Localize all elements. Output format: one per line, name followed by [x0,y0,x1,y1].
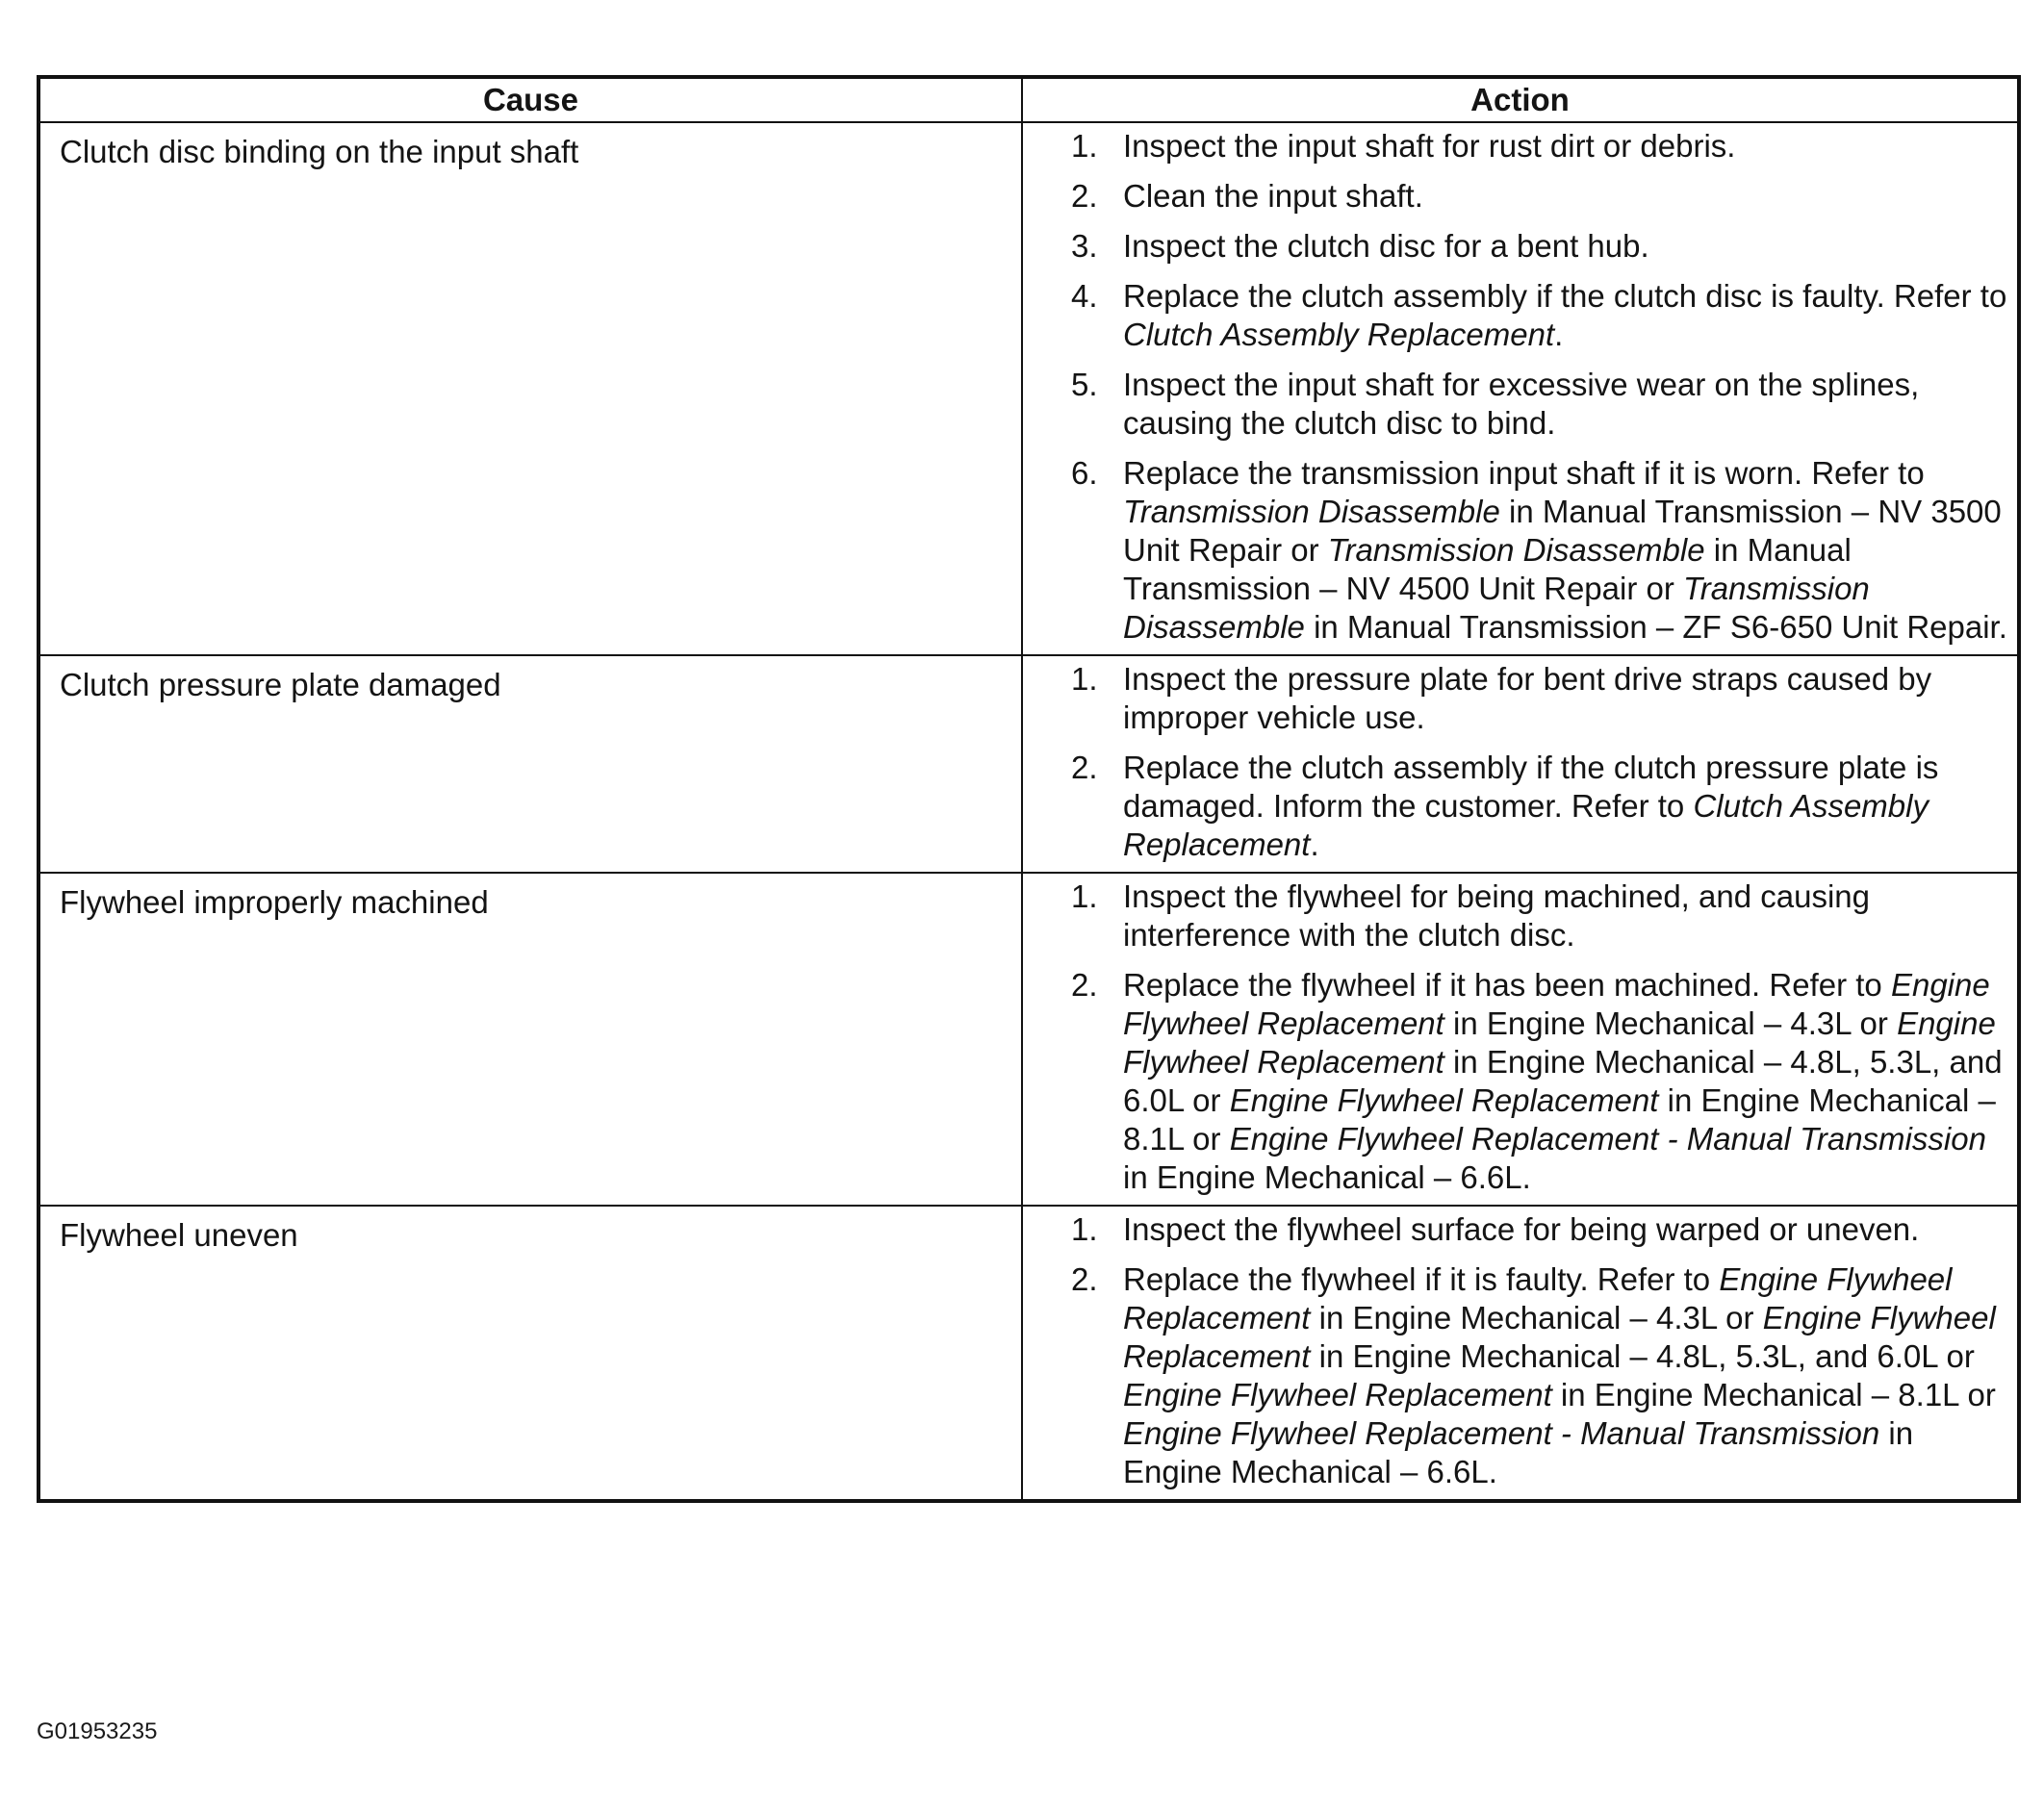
action-step [1023,366,2017,443]
action-step [1023,878,2017,954]
procedure-reference: Engine Flywheel Replacement [1123,1300,1996,1374]
figure-id: G01953235 [37,1718,158,1744]
step-text: . [1310,827,1319,862]
step-text: . [1554,317,1564,352]
action-step [1023,1210,2017,1249]
step-text: Replace the clutch assembly if the clutch pressure plate is damaged. Inform the customer. Refer to [1123,750,1939,824]
step-number: 1. [1071,1211,1098,1247]
step-number: 1. [1071,128,1098,164]
step-text: in Engine Mechanical – 4.8L, 5.3L, and 6.0L or [1310,1338,1975,1374]
step-text: in Engine Mechanical – 8.1L or [1551,1377,1996,1412]
step-text: in Manual Transmission – NV 4500 Unit Repair or [1123,532,1852,606]
table-row [38,122,2019,655]
procedure-reference: Engine Flywheel Replacement [1123,1261,1953,1335]
action-step [1023,277,2017,354]
action-step [1023,966,2017,1197]
procedure-reference: Transmission Disassemble [1123,494,1500,529]
procedure-reference: Engine Flywheel Replacement [1229,1082,1659,1118]
action-header: Action [1022,77,2019,122]
header-row [38,77,2019,122]
action-step [1023,227,2017,266]
procedure-reference: Transmission Disassemble [1327,532,1705,568]
action-cell [1022,655,2019,873]
step-number: 2. [1071,1261,1098,1297]
action-steps-list [1023,878,2017,1197]
step-text: in Engine Mechanical – 4.8L, 5.3L, and 6.0L or [1123,1044,2003,1118]
action-step [1023,177,2017,216]
cause-header: Cause [38,77,1022,122]
step-text: Replace the flywheel if it is faulty. Refer to [1123,1261,1720,1297]
step-text: Replace the flywheel if it has been machined. Refer to [1123,967,1891,1003]
step-text: Inspect the input shaft for excessive wear on the splines, causing the clutch disc to bind. [1123,367,1920,441]
step-number: 4. [1071,278,1098,314]
step-text: in Engine Mechanical – 4.3L or [1444,1005,1898,1041]
step-text: in Manual Transmission – NV 3500 Unit Repair or [1123,494,2002,568]
table-row [38,873,2019,1206]
step-text: Replace the clutch assembly if the clutch disc is faulty. Refer to [1123,278,2007,314]
procedure-reference: Engine Flywheel Replacement [1123,967,1990,1041]
step-text: Inspect the clutch disc for a bent hub. [1123,228,1649,264]
action-steps-list [1023,660,2017,864]
action-step [1023,660,2017,737]
step-text: Replace the transmission input shaft if it is worn. Refer to [1123,455,1925,491]
procedure-reference: Engine Flywheel Replacement - Manual Transmission [1123,1415,1880,1451]
step-text: Inspect the flywheel surface for being warped or uneven. [1123,1211,1920,1247]
action-step [1023,127,2017,165]
step-text: in Engine Mechanical – 6.6L. [1123,1159,1531,1195]
step-text: in Engine Mechanical – 4.3L or [1310,1300,1763,1335]
step-number: 1. [1071,878,1098,914]
action-cell [1022,873,2019,1206]
action-steps-list [1023,1210,2017,1491]
diagnostic-table [37,75,2021,1503]
table-row [38,1206,2019,1501]
cause-cell: Clutch disc binding on the input shaft [38,122,1022,655]
step-text: Inspect the flywheel for being machined, and causing interference with the clutch disc. [1123,878,1870,953]
step-text: in Engine Mechanical – 8.1L or [1123,1082,1996,1157]
action-step [1023,749,2017,864]
step-text: in Engine Mechanical – 6.6L. [1123,1415,1914,1489]
procedure-reference: Transmission Disassemble [1123,571,1870,645]
procedure-reference: Engine Flywheel Replacement - Manual Transmission [1229,1121,1986,1157]
action-cell [1022,122,2019,655]
step-number: 5. [1071,367,1098,402]
procedure-reference: Engine Flywheel Replacement [1123,1377,1552,1412]
step-text: in Manual Transmission – ZF S6-650 Unit Repair. [1304,609,2007,645]
action-step [1023,1260,2017,1491]
procedure-reference: Clutch Assembly Replacement [1123,317,1555,352]
step-text: Inspect the input shaft for rust dirt or debris. [1123,128,1736,164]
procedure-reference: Engine Flywheel Replacement [1123,1005,1996,1080]
cause-cell: Clutch pressure plate damaged [38,655,1022,873]
procedure-reference: Clutch Assembly Replacement [1123,788,1929,862]
step-text: Clean the input shaft. [1123,178,1423,214]
step-number: 1. [1071,661,1098,697]
action-steps-list [1023,127,2017,647]
step-text: Inspect the pressure plate for bent drive straps caused by improper vehicle use. [1123,661,1932,735]
cause-cell: Flywheel uneven [38,1206,1022,1501]
step-number: 2. [1071,178,1098,214]
action-step [1023,454,2017,647]
cause-cell: Flywheel improperly machined [38,873,1022,1206]
step-number: 2. [1071,750,1098,785]
action-cell [1022,1206,2019,1501]
step-number: 3. [1071,228,1098,264]
step-number: 6. [1071,455,1098,491]
step-number: 2. [1071,967,1098,1003]
table-row [38,655,2019,873]
table-body [38,122,2019,1501]
